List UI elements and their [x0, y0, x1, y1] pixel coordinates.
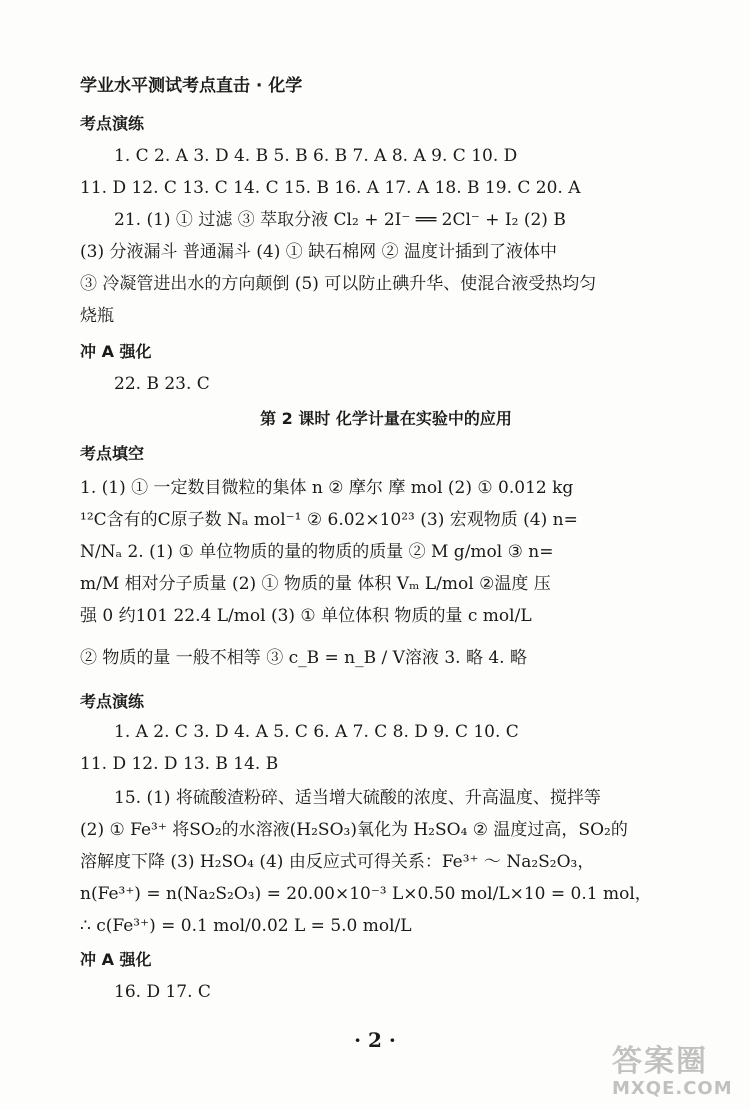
watermark-url: MXQE.COM [612, 1078, 733, 1099]
answer-line: (2) ① Fe³⁺ 将SO₂的水溶液(H₂SO₃)氧化为 H₂SO₄ ② 温度过高，SO₂的 [80, 820, 628, 840]
running-header: 学业水平测试考点直击 · 化学 [80, 76, 303, 96]
section-title-fill: 考点填空 [80, 444, 145, 463]
answer-line: 强 0 约101 22.4 L/mol (3) ① 单位体积 物质的量 c mol/L [80, 606, 532, 626]
answer-line: 1. A 2. C 3. D 4. A 5. C 6. A 7. C 8. D 9. C 10. C [114, 722, 519, 742]
answer-line: ② 物质的量 一般不相等 ③ c_B = n_B / V溶液 3. 略 4. 略 [80, 648, 527, 668]
answer-line: ③ 冷凝管进出水的方向颠倒 (5) 可以防止碘升华、使混合液受热均匀 [80, 274, 597, 294]
answer-line: (3) 分液漏斗 普通漏斗 (4) ① 缺石棉网 ② 温度计插到了液体中 [80, 242, 557, 262]
answer-line: N/Nₐ 2. (1) ① 单位物质的量的物质的质量 ② M g/mol ③ n= [80, 542, 554, 562]
answer-line: n(Fe³⁺) = n(Na₂S₂O₃) = 20.00×10⁻³ L×0.50 mol/L×10 = 0.1 mol， [80, 884, 652, 904]
answer-line: ∴ c(Fe³⁺) = 0.1 mol/0.02 L = 5.0 mol/L [80, 916, 412, 936]
answer-line: 烧瓶 [80, 306, 114, 326]
watermark-text: 答案圈 [612, 1044, 708, 1079]
answer-line: 溶解度下降 (3) H₂SO₄ (4) 由反应式可得关系：Fe³⁺ ～ Na₂S₂O₃， [80, 852, 595, 872]
answer-line: m/M 相对分子质量 (2) ① 物质的量 体积 Vₘ L/mol ②温度 压 [80, 574, 551, 594]
section-title-practice-2: 考点演练 [80, 692, 145, 711]
section-title-advanced-2: 冲 A 强化 [80, 950, 152, 969]
answer-line: ¹²C含有的C原子数 Nₐ mol⁻¹ ② 6.02×10²³ (3) 宏观物质 (4) n= [80, 510, 578, 530]
answer-line: 15. (1) 将硫酸渣粉碎、适当增大硫酸的浓度、升高温度、搅拌等 [114, 788, 601, 808]
lesson-title: 第 2 课时 化学计量在实验中的应用 [260, 409, 512, 428]
page-number: · 2 · [354, 1028, 396, 1052]
section-title-practice: 考点演练 [80, 114, 145, 133]
answer-line: 1. (1) ① 一定数目微粒的集体 n ② 摩尔 摩 mol (2) ① 0.012 kg [80, 478, 574, 498]
answer-line: 1. C 2. A 3. D 4. B 5. B 6. B 7. A 8. A 9. C 10. D [114, 146, 518, 166]
watermark-logo [612, 1046, 744, 1106]
section-title-advanced: 冲 A 强化 [80, 342, 152, 361]
answer-line: 21. (1) ① 过滤 ③ 萃取分液 Cl₂ + 2I⁻ ══ 2Cl⁻ + I₂ (2) B [114, 210, 566, 230]
answer-line: 11. D 12. D 13. B 14. B [80, 754, 279, 774]
answer-line: 22. B 23. C [114, 374, 210, 394]
answer-line: 11. D 12. C 13. C 14. C 15. B 16. A 17. A 18. B 19. C 20. A [80, 178, 581, 198]
answer-line: 16. D 17. C [114, 982, 211, 1002]
